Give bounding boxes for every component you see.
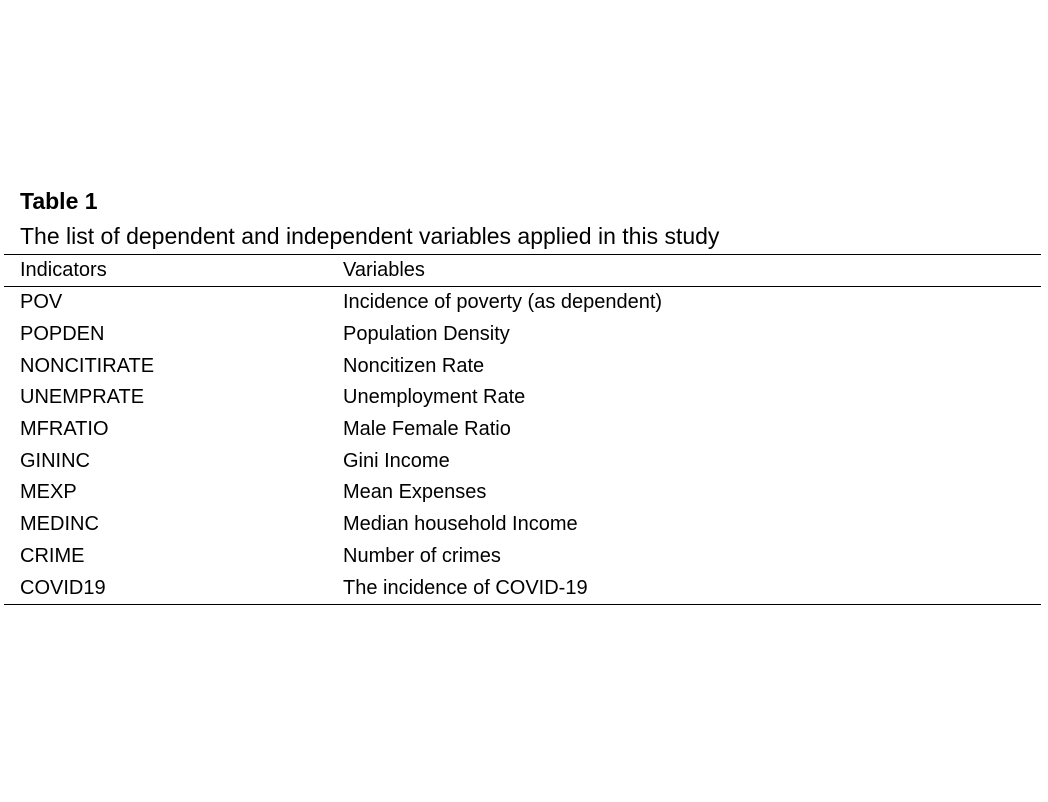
indicator-cell: COVID19 [4,572,327,604]
variable-cell: Mean Expenses [343,481,487,504]
variable-cell: Noncitizen Rate [343,354,485,377]
table-row [4,541,1041,573]
table-row [4,477,1041,509]
variable-cell: Male Female Ratio [343,418,511,441]
table-header [4,255,1041,287]
variable-cell: The incidence of COVID-19 [327,572,1041,604]
indicator-cell: MFRATIO [20,418,109,441]
variable-cell: Population Density [343,323,510,346]
table-row [4,319,1041,351]
indicator-cell: CRIME [20,544,85,567]
variable-cell: Median household Income [343,513,578,536]
indicator-cell: NONCITIRATE [20,354,155,377]
variable-cell: Incidence of poverty (as dependent) [343,291,663,314]
indicator-cell: POPDEN [20,323,105,346]
table-caption: The list of dependent and independent variables applied in this study [20,223,720,249]
indicator-cell: UNEMPRATE [20,386,145,409]
variables-table [4,254,1041,605]
table-body [4,287,1041,605]
variables-table-container [4,254,1041,605]
table-row [4,414,1041,446]
variable-cell: Gini Income [343,449,450,472]
indicator-cell: POV [20,291,63,314]
table-row [4,382,1041,414]
variable-cell: Number of crimes [343,544,501,567]
indicator-cell: MEDINC [20,513,99,536]
table-title: Table 1 [20,188,98,214]
table-row [4,445,1041,477]
header-indicators: Indicators [4,255,327,287]
indicator-cell: MEXP [20,481,77,504]
header-variables: Variables [327,255,1041,287]
table-row [4,287,1041,319]
table-row [4,509,1041,541]
indicator-cell: GININC [20,449,90,472]
variable-cell: Unemployment Rate [343,386,526,409]
table-row [4,350,1041,382]
table-header-row [4,255,1041,287]
table-row [4,572,1041,604]
